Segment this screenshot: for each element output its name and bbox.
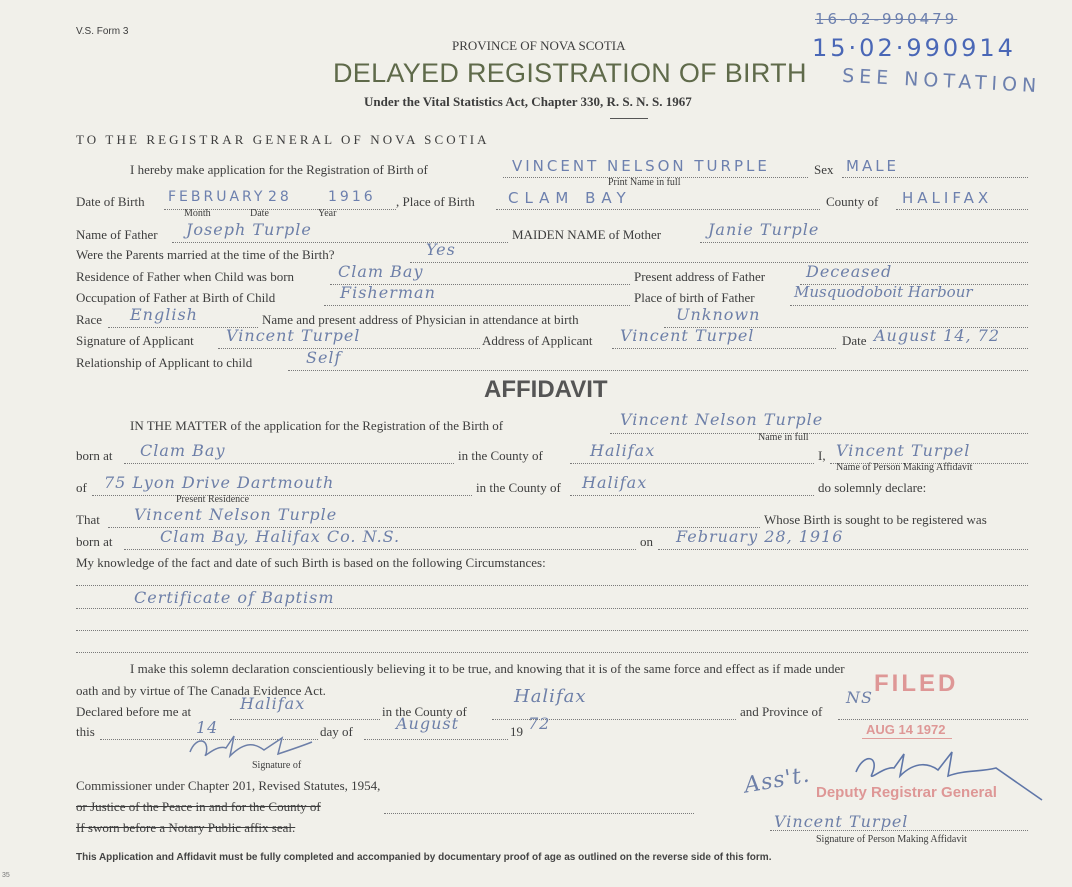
filed-stamp-rule bbox=[862, 738, 952, 739]
born-at2-label: born at bbox=[76, 534, 113, 549]
addressee: TO THE REGISTRAR GENERAL OF NOVA SCOTIA bbox=[76, 132, 490, 147]
of-label: of bbox=[76, 480, 87, 495]
mother-value: Janie Turple bbox=[708, 220, 820, 239]
that-name-value: Vincent Nelson Turple bbox=[134, 505, 338, 524]
matter-label: IN THE MATTER of the application for the Registration of the Birth of bbox=[130, 418, 504, 433]
residence-note: Present Residence bbox=[176, 494, 250, 505]
born-at2-value: Clam Bay, Halifax Co. N.S. bbox=[160, 527, 401, 546]
name-full-note: Name in full bbox=[758, 432, 809, 443]
race-label: Race bbox=[76, 312, 102, 327]
affidavit-name-value: Vincent Nelson Turple bbox=[620, 410, 824, 429]
physician-label: Name and present address of Physician in attendance at birth bbox=[262, 312, 579, 327]
intro-label: I hereby make application for the Registration of Birth of bbox=[130, 162, 428, 177]
residence-father-label: Residence of Father when Child was born bbox=[76, 269, 295, 284]
place-value: CLAM BAY bbox=[508, 189, 632, 207]
knowledge-label: My knowledge of the fact and date of such Birth is based on the following Circumstances: bbox=[76, 555, 546, 570]
county3-value: Halifax bbox=[514, 686, 587, 707]
sig-applicant-label: Signature of Applicant bbox=[76, 333, 194, 348]
person-signature-value: Vincent Turpel bbox=[774, 812, 909, 831]
dob-day-value: 28 bbox=[268, 189, 292, 205]
title-rule bbox=[610, 118, 648, 119]
addr-applicant-label: Address of Applicant bbox=[482, 333, 593, 348]
whose-birth-label: Whose Birth is sought to be registered was bbox=[764, 512, 987, 527]
father-label: Name of Father bbox=[76, 227, 158, 242]
this-label: this bbox=[76, 724, 95, 739]
place-label: , Place of Birth bbox=[396, 194, 475, 209]
signature-of-note: Signature of bbox=[252, 760, 302, 771]
declared-at-value: Halifax bbox=[240, 694, 306, 713]
county-value-2: Halifax bbox=[590, 441, 656, 460]
relationship-label: Relationship of Applicant to child bbox=[76, 355, 253, 370]
occupation-label: Occupation of Father at Birth of Child bbox=[76, 290, 276, 305]
deputy-registrar-stamp: Deputy Registrar General bbox=[816, 784, 997, 801]
addr-applicant-value: Vincent Turpel bbox=[620, 326, 755, 345]
declare-label: do solemnly declare: bbox=[818, 480, 927, 495]
day-value: 14 bbox=[196, 718, 219, 737]
print-name-note: Print Name in full bbox=[608, 177, 681, 188]
solemn-line-1: I make this solemn declaration conscientiously believing it to be true, and knowing that it is of the same force and effect as if made under bbox=[130, 661, 845, 676]
year-note: Year bbox=[318, 208, 337, 219]
sig-applicant-value: Vincent Turpel bbox=[226, 326, 361, 345]
that-label: That bbox=[76, 512, 100, 527]
dob-year-value: 1916 bbox=[328, 189, 376, 205]
filed-stamp: FILED bbox=[874, 670, 959, 697]
county-label-2: in the County of bbox=[458, 448, 543, 463]
county3-label: in the County of bbox=[382, 704, 467, 719]
province-heading: PROVINCE OF NOVA SCOTIA bbox=[452, 38, 626, 53]
month-note: Month bbox=[184, 208, 211, 219]
margin-page-mark: 35 bbox=[2, 872, 10, 879]
county-label: County of bbox=[826, 194, 879, 209]
physician-value: Unknown bbox=[676, 305, 761, 324]
justice-line: or Justice of the Peace in and for the County of bbox=[76, 799, 321, 814]
circumstance-value: Certificate of Baptism bbox=[134, 588, 335, 607]
notation-note: SEE NOTATION bbox=[841, 64, 1042, 98]
residence-father-value: Clam Bay bbox=[338, 262, 424, 281]
relationship-value: Self bbox=[306, 348, 342, 367]
dob-label: Date of Birth bbox=[76, 194, 145, 209]
sex-value: MALE bbox=[846, 157, 900, 175]
birthplace-father-value: Musquodoboit Harbour bbox=[794, 283, 973, 301]
commissioner-line: Commissioner under Chapter 201, Revised Statutes, 1954, bbox=[76, 778, 381, 793]
occupation-value: Fisherman bbox=[340, 283, 436, 302]
father-value: Joseph Turple bbox=[186, 220, 312, 239]
registrar-signature bbox=[846, 742, 1046, 802]
date-note: Date bbox=[250, 208, 269, 219]
date-label: Date bbox=[842, 333, 867, 348]
affidavit-heading: AFFIDAVIT bbox=[484, 376, 608, 403]
mother-label: MAIDEN NAME of Mother bbox=[512, 227, 662, 242]
day-of-label: day of bbox=[320, 724, 353, 739]
page-title: DELAYED REGISTRATION OF BIRTH bbox=[333, 58, 807, 88]
notary-line: If sworn before a Notary Public affix seal. bbox=[76, 820, 296, 835]
page-subtitle: Under the Vital Statistics Act, Chapter 330, R. S. N. S. 1967 bbox=[364, 94, 692, 109]
old-registration-number: 16-02-990479 bbox=[815, 10, 958, 28]
year-value: 72 bbox=[528, 714, 551, 733]
asst-note: Ass't. bbox=[742, 762, 813, 799]
child-name-value: VINCENT NELSON TURPLE bbox=[512, 157, 770, 175]
person-sig-note: Signature of Person Making Affidavit bbox=[816, 834, 967, 845]
present-father-label: Present address of Father bbox=[634, 269, 766, 284]
month-value: August bbox=[396, 714, 460, 733]
married-value: Yes bbox=[426, 240, 456, 259]
footer-instructions: This Application and Affidavit must be fully completed and accompanied by documentary proof of age as outlined on the reverse side of this form. bbox=[76, 852, 772, 863]
registration-number: 15·02·990914 bbox=[812, 34, 1016, 62]
province-value: NS bbox=[846, 688, 873, 707]
province-label: and Province of bbox=[740, 704, 823, 719]
birthplace-father-label: Place of birth of Father bbox=[634, 290, 755, 305]
form-number: V.S. Form 3 bbox=[76, 26, 129, 37]
on-label: on bbox=[640, 534, 653, 549]
solemn-line-2: oath and by virtue of The Canada Evidence Act. bbox=[76, 683, 326, 698]
deponent-note: Name of Person Making Affidavit bbox=[836, 462, 973, 473]
married-label: Were the Parents married at the time of the Birth? bbox=[76, 247, 335, 262]
born-at-label: born at bbox=[76, 448, 113, 463]
present-father-value: Deceased bbox=[806, 262, 893, 281]
sex-label: Sex bbox=[814, 162, 834, 177]
county2-label: in the County of bbox=[476, 480, 561, 495]
date-value: August 14, 72 bbox=[874, 326, 1001, 345]
dob-month-value: FEBRUARY bbox=[168, 189, 266, 205]
county-value: HALIFAX bbox=[902, 189, 993, 207]
born-at-value: Clam Bay bbox=[140, 441, 226, 460]
deponent-value: Vincent Turpel bbox=[836, 441, 971, 460]
county2-value: Halifax bbox=[582, 473, 648, 492]
i-label: I, bbox=[818, 448, 826, 463]
declared-label: Declared before me at bbox=[76, 704, 192, 719]
filed-date-stamp: AUG 14 1972 bbox=[866, 722, 946, 737]
race-value: English bbox=[130, 305, 198, 324]
year-prefix: 19 bbox=[510, 724, 523, 739]
residence-value: 75 Lyon Drive Dartmouth bbox=[104, 473, 335, 492]
commissioner-signature bbox=[186, 730, 316, 764]
on-date-value: February 28, 1916 bbox=[676, 527, 844, 546]
